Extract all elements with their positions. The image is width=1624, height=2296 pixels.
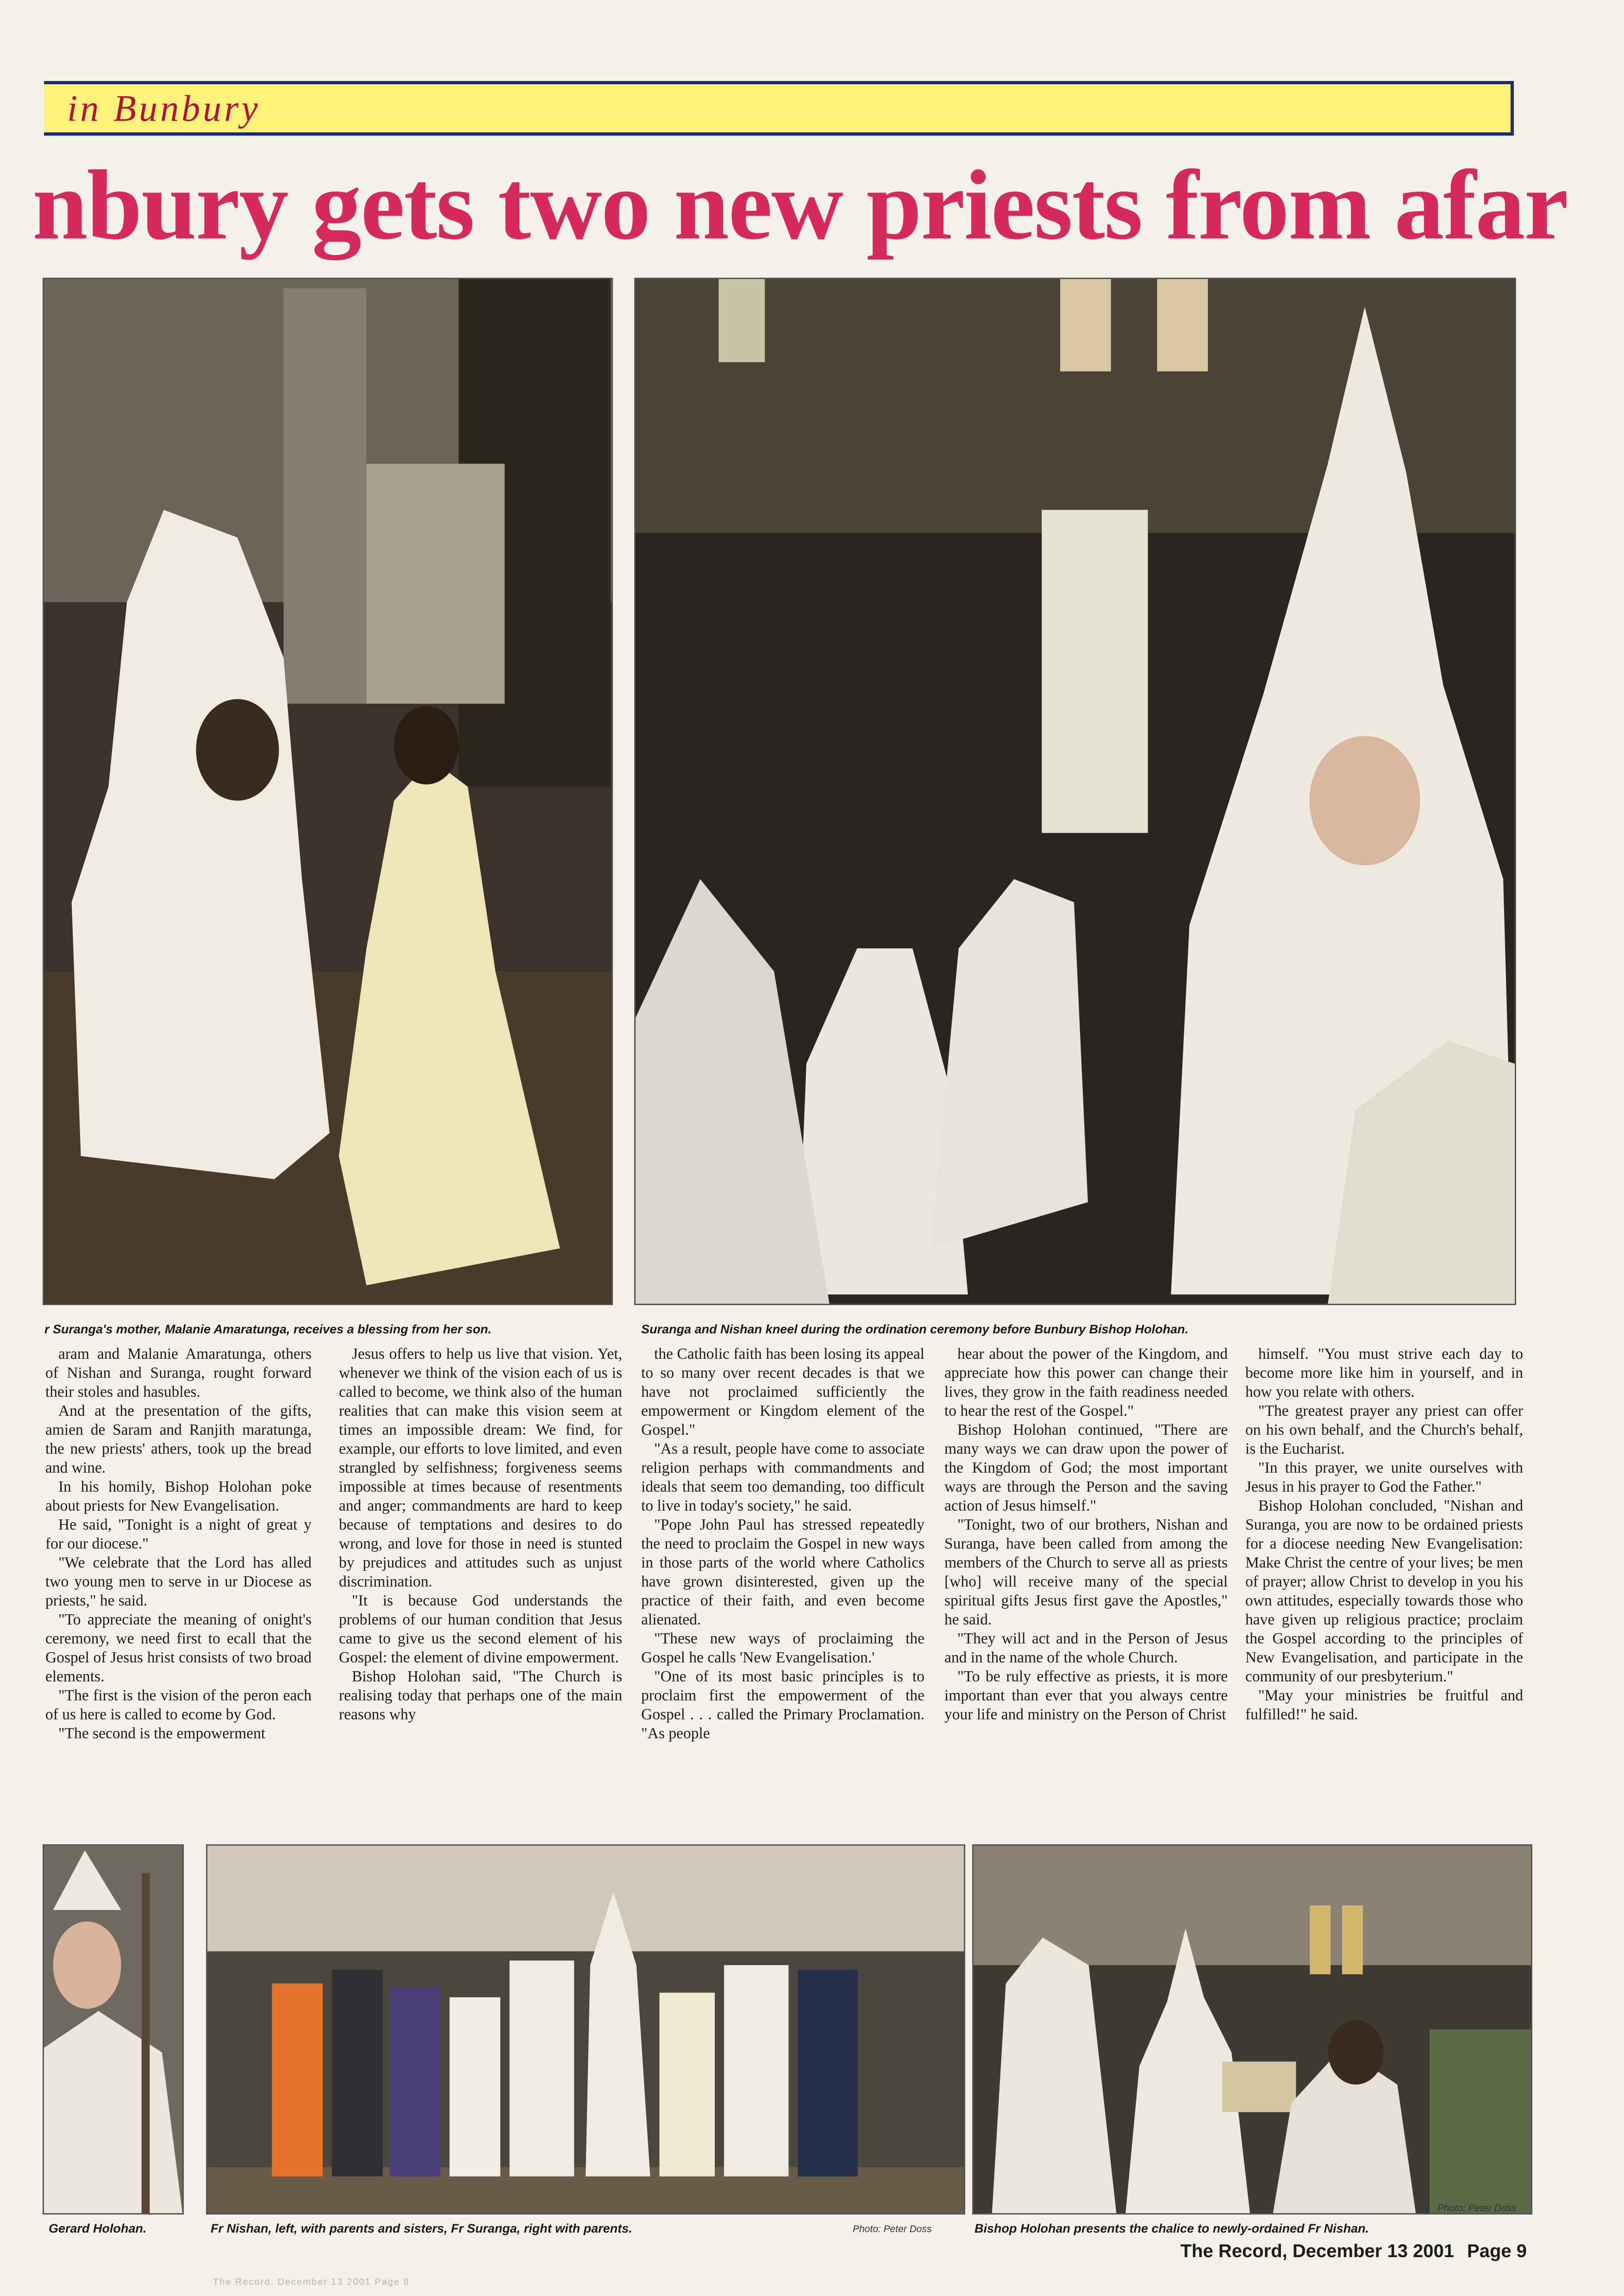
caption-families: Fr Nishan, left, with parents and sisters, Fr Suranga, right with parents. [211, 2221, 632, 2235]
paragraph: "May your ministries be fruitful and fulfilled!" he said. [1245, 1687, 1523, 1723]
paragraph: "To appreciate the meaning of onight's ceremony, we need first to ecall that the Gospel of Jesus hrist consists of two broad elements. [45, 1611, 312, 1685]
article-column-2 [339, 1344, 622, 1835]
paragraph: Bishop Holohan concluded, "Nishan and Suranga, you are now to be ordained priests for a diocese needing New Evangelisation: Make Christ the centre of your lives; be men of prayer; allow Christ to develop in you his own attitudes, especially towards those who have given up religious practice; proclaim the Gospel according to the principles of New Evangelisation, and participate in the community of our presbyterium." [1245, 1497, 1523, 1685]
page-number: Page 9 [1467, 2241, 1527, 2261]
paragraph: "Pope John Paul has stressed repeatedly the need to proclaim the Gospel in new ways in those parts of the world where Catholics have grown disinterested, given up the practice of their faith, and even become alienated. [641, 1516, 924, 1628]
photo-families [206, 1844, 965, 2215]
paragraph: "The first is the vision of the peron each of us here is called to ecome by God. [45, 1687, 312, 1723]
paragraph: "They will act and in the Person of Jesus and in the name of the whole Church. [944, 1630, 1228, 1666]
paragraph: "The greatest prayer any priest can offer on his own behalf, and the Church's behalf, is the Eucharist. [1245, 1402, 1523, 1457]
paragraph: Jesus offers to help us live that vision. Yet, whenever we think of the vision each of us is called to become, we think also of the human realities that can make this vision seem at times an impossible dream: We find, for example, our efforts to love limited, and even strangled by selfishness; forgiveness seems impossible at times because of resentments and anger; commandments are hard to keep because of temptations and desires to do wrong, and love for those in need is stunted by prejudices and attitudes such as unjust discrimination. [339, 1345, 622, 1590]
photo-chalice [972, 1844, 1532, 2215]
caption-bishop: Gerard Holohan. [49, 2221, 147, 2235]
paragraph: And at the presentation of the gifts, amien de Saram and Ranjith maratunga, the new priests' athers, took up the bread and wine. [45, 1402, 312, 1476]
article-column-4 [944, 1344, 1228, 1835]
photo-bishop [43, 1844, 184, 2215]
bleed-through-text: The Record, December 13 2001 Page 8 [213, 2277, 410, 2287]
paragraph: "In this prayer, we unite ourselves with Jesus in his prayer to God the Father." [1245, 1459, 1523, 1495]
paragraph: He said, "Tonight is a night of great y for our diocese." [45, 1516, 312, 1552]
paragraph: "Tonight, two of our brothers, Nishan and Suranga, have been called from among the members of the Church to serve all as priests [who] will receive many of the special spiritual gifts Jesus first gave the Apostles," he said. [944, 1516, 1228, 1628]
paragraph: hear about the power of the Kingdom, and appreciate how this power can change their lives, they grow in the faith readiness needed to hear the rest of the Gospel." [944, 1345, 1228, 1419]
article-column-3 [641, 1344, 924, 1835]
article-column-1 [45, 1344, 312, 1835]
paragraph: Bishop Holohan continued, "There are many ways we can draw upon the power of the Kingdom of God; the most important ways are through the Person and the saving action of Jesus himself." [944, 1421, 1228, 1514]
credit-chalice: Photo: Peter Doss [1437, 2203, 1517, 2214]
caption-chalice: Bishop Holohan presents the chalice to newly-ordained Fr Nishan. [974, 2221, 1369, 2235]
paragraph: "One of its most basic principles is to proclaim first the empowerment of the Gospel . . . called the Primary Proclamation. "As people [641, 1668, 924, 1742]
headline: nbury gets two new priests from afar [32, 149, 1568, 260]
paragraph: In his homily, Bishop Holohan poke about priests for New Evangelisation. [45, 1478, 312, 1514]
paragraph: "To be ruly effective as priests, it is more important than ever that you always centre your life and ministry on the Person of Christ [944, 1668, 1228, 1723]
page-footer [1181, 2241, 1527, 2262]
section-banner [44, 81, 1514, 136]
paragraph: Bishop Holohan said, "The Church is realising today that perhaps one of the main reasons why [339, 1668, 622, 1723]
paragraph: himself. "You must strive each day to become more like him in yourself, and in how you relate with others. [1245, 1345, 1523, 1400]
paragraph: "As a result, people have come to associate religion perhaps with commandments and ideals that seem too demanding, too difficult to live in today's society," he said. [641, 1440, 924, 1514]
paragraph: "It is because God understands the problems of our human condition that Jesus came to give us the second element of his Gospel: the element of divine empowerment. [339, 1592, 622, 1666]
paragraph: "These new ways of proclaiming the Gospel he calls 'New Evangelisation.' [641, 1630, 924, 1666]
section-label: in Bunbury [67, 88, 261, 129]
paragraph: "We celebrate that the Lord has alled two young men to serve in ur Diocese as priests," he said. [45, 1554, 312, 1609]
caption-ordination: Suranga and Nishan kneel during the ordination ceremony before Bunbury Bishop Holohan. [641, 1322, 1189, 1336]
photo-ordination [634, 278, 1516, 1305]
caption-blessing: r Suranga's mother, Malanie Amaratunga, receives a blessing from her son. [44, 1322, 492, 1336]
credit-families: Photo: Peter Doss [853, 2224, 932, 2234]
article-column-5 [1245, 1344, 1523, 1835]
publication-date: The Record, December 13 2001 [1180, 2241, 1455, 2261]
paragraph: aram and Malanie Amaratunga, others of Nishan and Suranga, rought forward their stoles and hasubles. [45, 1345, 312, 1400]
paragraph: "The second is the empowerment [58, 1725, 266, 1742]
paragraph: the Catholic faith has been losing its appeal to so many over recent decades is that we have not proclaimed sufficiently the empowerment or Kingdom element of the Gospel." [641, 1345, 924, 1438]
photo-blessing [43, 278, 613, 1305]
